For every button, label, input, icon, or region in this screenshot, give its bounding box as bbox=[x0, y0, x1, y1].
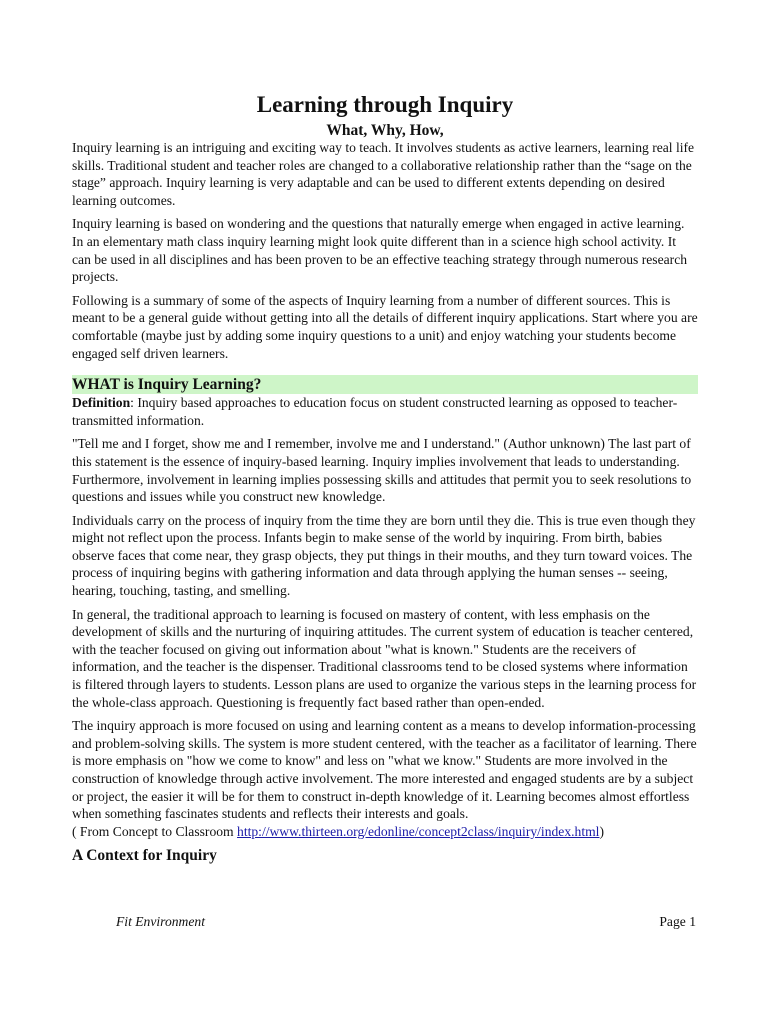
source-citation bbox=[72, 823, 698, 841]
what-paragraph-3: In general, the traditional approach to learning is focused on mastery of content, with less emphasis on the development of skills and the nurturing of inquiring attitudes. The current system of education is teacher centered, with the teacher focused on giving out information about "what is known." Students are the receivers of information, and the teacher is the dispenser. Traditional classrooms tend to be closed systems where information is filtered through layers to students. Lesson plans are used to organize the various steps in the learning process for the whole-class approach. Questioning is frequently fact based rather than open-ended. bbox=[72, 606, 697, 710]
what-paragraph-1: "Tell me and I forget, show me and I remember, involve me and I understand." (Author unknown) The last part of this statement is the essence of inquiry-based learning. Inquiry implies involvement that leads to understanding. Furthermore, involvement in learning implies possessing skills and attitudes that permit you to seek resolutions to questions and issues while you construct new knowledge. bbox=[72, 436, 692, 505]
what-paragraph-4: The inquiry approach is more focused on using and learning content as a means to develop information-processing and problem-solving skills. The system is more student centered, with the teacher as a facilitator of learning. There is more emphasis on "how we come to know" and less on "what we know." Students are more involved in the construction of knowledge through active involvement. The more interested and engaged students are by a subject or project, the easier it will be for them to construct in-depth knowledge of it. Learning becomes almost effortless when something fascinates students and reflects their interests and goals. bbox=[72, 718, 697, 822]
what-paragraph-2: Individuals carry on the process of inquiry from the time they are born until they die. This is true even though they might not reflect upon the process. Infants begin to make sense of the world by inquiring. From birth, babies observe faces that come near, they grasp objects, they put things in their mouths, and they turn toward voices. The process of inquiring begins with gathering information and data through applying the human senses -- seeing, hearing, touching, tasting, and smelling. bbox=[72, 512, 696, 599]
definition-label: Definition bbox=[72, 395, 131, 411]
definition-text: : Inquiry based approaches to education focus on student constructed learning as opposed to teacher-transmitted information. bbox=[72, 395, 678, 428]
section-heading-context: A Context for Inquiry bbox=[72, 847, 217, 865]
intro-paragraph-3: Following is a summary of some of the aspects of Inquiry learning from a number of different sources. This is meant to be a general guide without getting into all the details of different inquiry applications. Start where you are comfortable (maybe just by adding some inquiry questions to a unit) and enjoy watching your students become engaged self driven learners. bbox=[72, 292, 698, 361]
intro-paragraph-1: Inquiry learning is an intriguing and exciting way to teach. It involves students as active learners, learning real life skills. Traditional student and teacher roles are changed to a collaborative relationship rather than the “sage on the stage” approach. Inquiry learning is very adaptable and can be used to different extents depending on desired learning outcomes. bbox=[72, 140, 695, 208]
section-heading-what: WHAT is Inquiry Learning? bbox=[72, 375, 698, 394]
document-subtitle: What, Why, How, bbox=[326, 122, 444, 139]
document-title: Learning through Inquiry bbox=[256, 92, 514, 117]
definition-paragraph bbox=[72, 394, 698, 429]
document-page bbox=[72, 88, 698, 865]
source-prefix: ( From Concept to Classroom bbox=[72, 823, 238, 839]
source-suffix: ) bbox=[599, 823, 604, 839]
intro-paragraph-2: Inquiry learning is based on wondering and the questions that naturally emerge when engaged in active learning. In an elementary math class inquiry learning might look quite different than in a science high school activity. It can be used in all disciplines and has been proven to be an effective teaching strategy through numerous research projects. bbox=[72, 216, 688, 285]
source-link[interactable]: http://www.thirteen.org/edonline/concept2class/inquiry/index.html bbox=[237, 823, 600, 839]
footer-left-text: Fit Environment bbox=[116, 914, 205, 929]
page-number: Page 1 bbox=[659, 914, 696, 929]
